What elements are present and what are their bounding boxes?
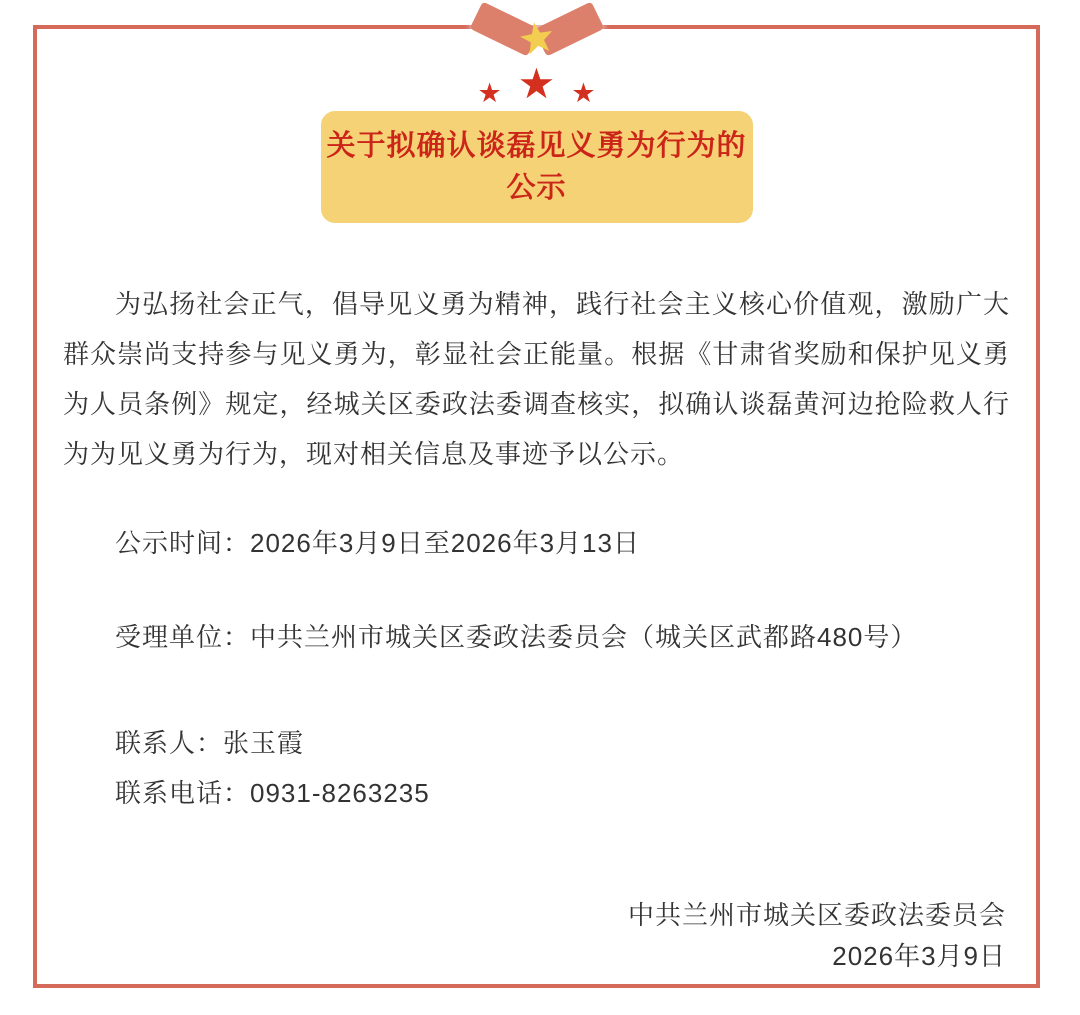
star-icon: ★ — [571, 78, 596, 108]
notice-paragraph: 为弘扬社会正气，倡导见义勇为精神，践行社会主义核心价值观，激励广大群众崇尚支持参与见义勇为，彰显社会正能量。根据《甘肃省奖励和保护见义勇为人员条例》规定，经城关区委政法委调查核实，拟确认谈磊黄河边抢险救人行为为见义勇为行为，现对相关信息及事迹予以公示。 — [63, 289, 1010, 469]
notice-title-line1: 关于拟确认谈磊见义勇为行为的 — [326, 130, 747, 162]
stars-row — [63, 60, 1010, 108]
notice-frame — [33, 25, 1040, 988]
contact-person-line: 联系人：张玉霞 — [115, 728, 305, 758]
notice-title-line2: 公示 — [506, 172, 567, 204]
crossed-flags-icon — [459, 0, 615, 65]
title-banner — [321, 111, 753, 223]
contact-phone-line: 联系电话：0931-8263235 — [115, 778, 430, 808]
star-icon: ★ — [477, 78, 502, 108]
signature-organization: 中共兰州市城关区委政法委员会 — [627, 900, 1006, 930]
publicity-time-line: 公示时间：2026年3月9日至2026年3月13日 — [115, 528, 640, 558]
star-icon: ★ — [517, 60, 556, 107]
signature-block — [63, 895, 1010, 977]
signature-date: 2026年3月9日 — [832, 941, 1006, 971]
accepting-unit-line: 受理单位：中共兰州市城关区委政法委员会（城关区武都路480号） — [115, 622, 918, 652]
